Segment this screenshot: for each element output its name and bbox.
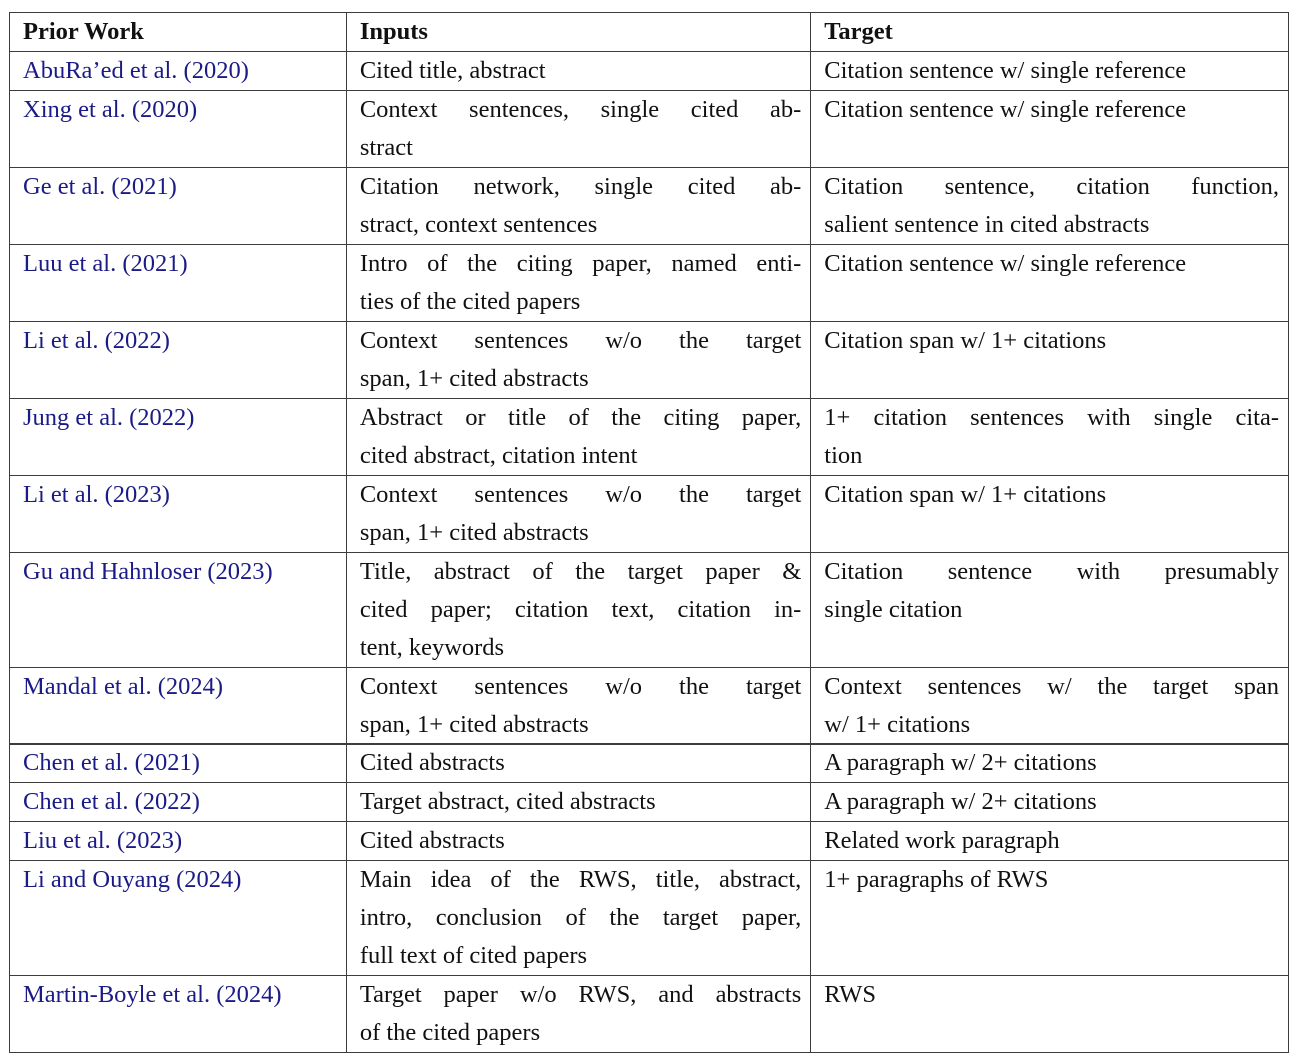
target-line: Citation sentence w/ single reference bbox=[824, 57, 1187, 84]
table-row bbox=[10, 783, 1289, 822]
inputs-cell bbox=[346, 476, 810, 553]
header-inputs: Inputs bbox=[346, 13, 810, 52]
inputs-line: Cited abstracts bbox=[359, 749, 505, 776]
inputs-line: Citation network, single cited ab- bbox=[359, 173, 802, 200]
inputs-cell bbox=[346, 91, 810, 168]
inputs-cell bbox=[346, 168, 810, 245]
inputs-line: Cited title, abstract bbox=[359, 57, 546, 84]
prior-work-cell bbox=[10, 91, 347, 168]
table-row bbox=[10, 91, 1289, 168]
target-cell bbox=[811, 322, 1289, 399]
inputs-cell bbox=[346, 553, 810, 668]
target-line: A paragraph w/ 2+ citations bbox=[824, 749, 1097, 776]
prior-work-table-citation-text bbox=[9, 12, 1289, 745]
inputs-line: Cited abstracts bbox=[359, 827, 505, 854]
inputs-line: stract, context sentences bbox=[359, 211, 598, 238]
inputs-line: ties of the cited papers bbox=[359, 288, 581, 315]
inputs-line: cited abstract, citation intent bbox=[359, 442, 638, 469]
table-row bbox=[10, 245, 1289, 322]
citation-link[interactable]: Mandal et al. (2024) bbox=[23, 673, 224, 700]
inputs-line: stract bbox=[359, 134, 413, 161]
inputs-line: Target abstract, cited abstracts bbox=[359, 788, 656, 815]
target-cell bbox=[811, 822, 1289, 861]
prior-work-table-related-work bbox=[9, 743, 1289, 1053]
citation-link[interactable]: Martin-Boyle et al. (2024) bbox=[23, 981, 282, 1008]
inputs-cell bbox=[346, 976, 810, 1053]
prior-work-cell bbox=[10, 976, 347, 1053]
table-row bbox=[10, 822, 1289, 861]
target-cell bbox=[811, 399, 1289, 476]
prior-work-cell bbox=[10, 668, 347, 745]
table-row bbox=[10, 861, 1289, 976]
inputs-line: Title, abstract of the target paper & bbox=[359, 558, 802, 585]
prior-work-cell bbox=[10, 322, 347, 399]
citation-link[interactable]: Li et al. (2022) bbox=[23, 327, 170, 354]
table-row bbox=[10, 744, 1289, 783]
table-row bbox=[10, 976, 1289, 1053]
inputs-cell bbox=[346, 783, 810, 822]
inputs-line: full text of cited papers bbox=[359, 942, 588, 969]
target-line: tion bbox=[824, 442, 863, 469]
table-row bbox=[10, 553, 1289, 668]
target-line: single citation bbox=[824, 596, 963, 623]
table-row bbox=[10, 52, 1289, 91]
table-row bbox=[10, 668, 1289, 745]
header-row bbox=[10, 13, 1289, 52]
citation-link[interactable]: Jung et al. (2022) bbox=[23, 404, 195, 431]
target-line: Citation span w/ 1+ citations bbox=[824, 481, 1107, 508]
inputs-line: Main idea of the RWS, title, abstract, bbox=[359, 866, 802, 893]
inputs-cell bbox=[346, 668, 810, 745]
inputs-cell bbox=[346, 245, 810, 322]
target-line: RWS bbox=[824, 981, 877, 1008]
inputs-line: Context sentences w/o the target bbox=[359, 481, 802, 508]
target-line: salient sentence in cited abstracts bbox=[824, 211, 1150, 238]
table-row bbox=[10, 322, 1289, 399]
inputs-line: Target paper w/o RWS, and abstracts bbox=[359, 981, 802, 1008]
prior-work-cell bbox=[10, 783, 347, 822]
header-prior-work: Prior Work bbox=[10, 13, 347, 52]
inputs-cell bbox=[346, 822, 810, 861]
citation-link[interactable]: AbuRa’ed et al. (2020) bbox=[23, 57, 249, 84]
inputs-line: tent, keywords bbox=[359, 634, 505, 661]
target-cell bbox=[811, 976, 1289, 1053]
prior-work-cell bbox=[10, 822, 347, 861]
inputs-cell bbox=[346, 744, 810, 783]
citation-link[interactable]: Luu et al. (2021) bbox=[23, 250, 188, 277]
prior-work-cell bbox=[10, 476, 347, 553]
inputs-line: span, 1+ cited abstracts bbox=[359, 365, 589, 392]
target-cell bbox=[811, 168, 1289, 245]
inputs-line: span, 1+ cited abstracts bbox=[359, 711, 589, 738]
target-line: Citation sentence w/ single reference bbox=[824, 96, 1187, 123]
inputs-line: span, 1+ cited abstracts bbox=[359, 519, 589, 546]
target-cell bbox=[811, 52, 1289, 91]
target-line: Context sentences w/ the target span bbox=[824, 673, 1279, 700]
citation-link[interactable]: Li and Ouyang (2024) bbox=[23, 866, 242, 893]
citation-link[interactable]: Li et al. (2023) bbox=[23, 481, 170, 508]
target-line: A paragraph w/ 2+ citations bbox=[824, 788, 1097, 815]
target-line: Citation span w/ 1+ citations bbox=[824, 327, 1107, 354]
target-line: Citation sentence w/ single reference bbox=[824, 250, 1187, 277]
inputs-cell bbox=[346, 52, 810, 91]
header-target: Target bbox=[811, 13, 1289, 52]
target-cell bbox=[811, 668, 1289, 745]
prior-work-cell bbox=[10, 744, 347, 783]
inputs-line: cited paper; citation text, citation in- bbox=[359, 596, 802, 623]
prior-work-cell bbox=[10, 168, 347, 245]
prior-work-cell bbox=[10, 52, 347, 91]
inputs-line: Abstract or title of the citing paper, bbox=[359, 404, 802, 431]
target-line: Citation sentence with presumably bbox=[824, 558, 1279, 585]
table-row bbox=[10, 168, 1289, 245]
target-cell bbox=[811, 783, 1289, 822]
target-cell bbox=[811, 553, 1289, 668]
target-line: 1+ citation sentences with single cita- bbox=[824, 404, 1279, 431]
prior-work-cell bbox=[10, 553, 347, 668]
target-line: 1+ paragraphs of RWS bbox=[824, 866, 1049, 893]
target-cell bbox=[811, 744, 1289, 783]
inputs-line: Intro of the citing paper, named enti- bbox=[359, 250, 802, 277]
inputs-line: Context sentences, single cited ab- bbox=[359, 96, 802, 123]
target-line: w/ 1+ citations bbox=[824, 711, 971, 738]
prior-work-cell bbox=[10, 399, 347, 476]
inputs-line: Context sentences w/o the target bbox=[359, 673, 802, 700]
target-cell bbox=[811, 476, 1289, 553]
table-row bbox=[10, 399, 1289, 476]
inputs-cell bbox=[346, 399, 810, 476]
target-cell bbox=[811, 861, 1289, 976]
prior-work-cell bbox=[10, 861, 347, 976]
inputs-line: Context sentences w/o the target bbox=[359, 327, 802, 354]
table-row bbox=[10, 476, 1289, 553]
citation-link[interactable]: Chen et al. (2022) bbox=[23, 788, 200, 815]
citation-link[interactable]: Xing et al. (2020) bbox=[23, 96, 198, 123]
citation-link[interactable]: Ge et al. (2021) bbox=[23, 173, 177, 200]
target-cell bbox=[811, 91, 1289, 168]
inputs-line: intro, conclusion of the target paper, bbox=[359, 904, 802, 931]
inputs-cell bbox=[346, 322, 810, 399]
citation-link[interactable]: Gu and Hahnloser (2023) bbox=[23, 558, 273, 585]
target-line: Related work paragraph bbox=[824, 827, 1060, 854]
prior-work-cell bbox=[10, 245, 347, 322]
citation-link[interactable]: Chen et al. (2021) bbox=[23, 749, 200, 776]
target-cell bbox=[811, 245, 1289, 322]
inputs-line: of the cited papers bbox=[359, 1019, 541, 1046]
inputs-cell bbox=[346, 861, 810, 976]
citation-link[interactable]: Liu et al. (2023) bbox=[23, 827, 183, 854]
target-line: Citation sentence, citation function, bbox=[824, 173, 1279, 200]
